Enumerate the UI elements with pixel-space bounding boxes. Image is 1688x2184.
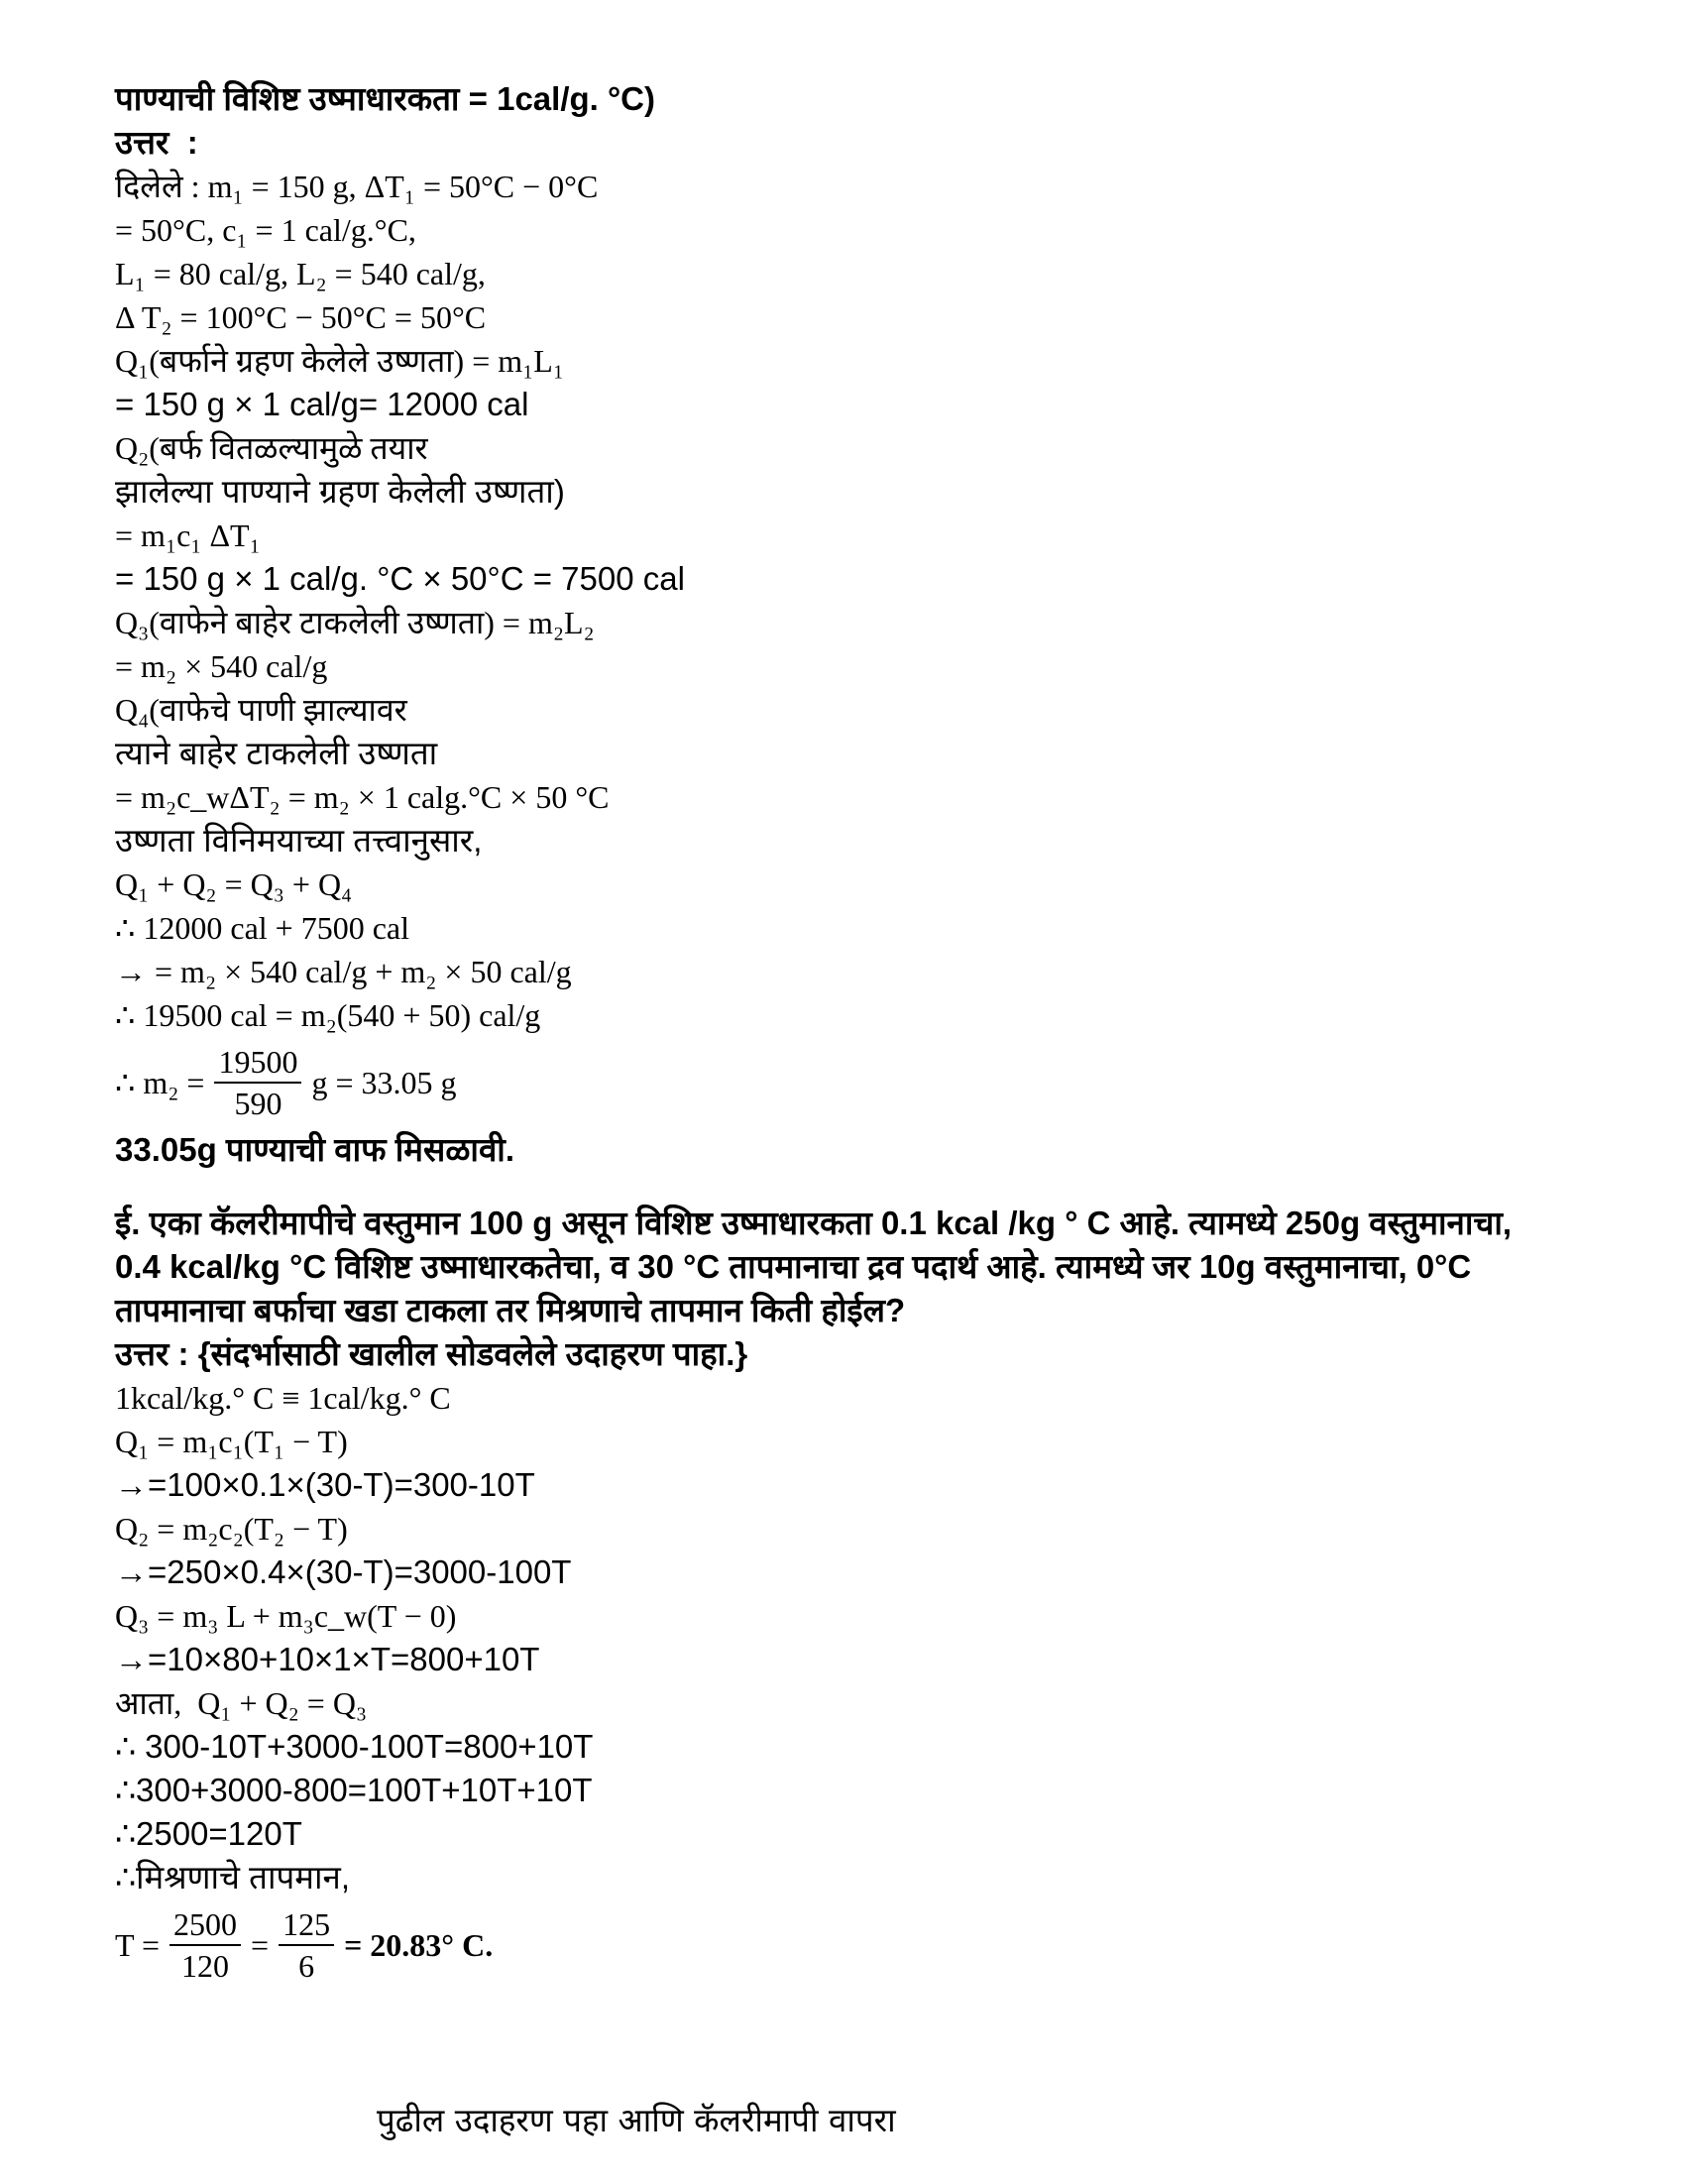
solution-line: Q₁(बर्फाने ग्रहण केलेले उष्णता) = m₁L₁ (115, 343, 565, 379)
fraction-numerator: 125 (279, 1904, 334, 1946)
solution-line: Q₄(वाफेचे पाणी झाल्यावर (115, 692, 407, 728)
solution-line: Q₃(वाफेने बाहेर टाकलेली उष्णता) = m₂L₂ (115, 605, 595, 640)
solution-line: उष्णता विनिमयाच्या तत्त्वानुसार, (115, 822, 483, 859)
fraction (169, 1904, 241, 1986)
solution-top-lines (115, 77, 1522, 1037)
fraction-prefix: ∴ m₂ = (115, 1065, 205, 1100)
solution-line: = 150 g × 1 cal/g= 12000 cal (115, 386, 529, 422)
question-text: ई. एका कॅलरीमापीचे वस्तुमान 100 g असून विशिष्ट उष्माधारकता 0.1 kcal /kg ° C आहे. त्यामध्ये 250g वस्तुमानाचा, 0.4 kcal/kg °C विशिष्ट उष्माधारकतेचा, व 30 °C तापमानाचा द्रव पदार्थ आहे. त्यामध्ये जर 10g वस्तुमानाचा, 0°C तापमानाचा बर्फाचा खडा टाकला तर मिश्रणाचे तापमान किती होईल? (115, 1205, 1513, 1328)
solution-line: ∴300+3000-800=100T+10T+10T (115, 1772, 593, 1808)
fraction (214, 1042, 301, 1123)
fraction (279, 1904, 334, 1986)
solution-line: Q₁ = m₁c₁(T₁ − T) (115, 1424, 348, 1459)
solution-line: 1kcal/kg.° C ≡ 1cal/kg.° C (115, 1380, 451, 1416)
solution-line: →=10×80+10×1×T=800+10T (115, 1641, 540, 1677)
solution-line: आता, Q₁ + Q₂ = Q₃ (115, 1685, 368, 1721)
solution-line: Q₂ = m₂c₂(T₂ − T) (115, 1511, 348, 1547)
solution-line: ∴ 19500 cal = m₂(540 + 50) cal/g (115, 997, 541, 1033)
solution-line: Q₃ = m₃ L + m₃c_w(T − 0) (115, 1598, 457, 1634)
solution-line: त्याने बाहेर टाकलेली उष्णता (115, 735, 438, 771)
solution-line: = 150 g × 1 cal/g. °C × 50°C = 7500 cal (115, 560, 685, 597)
conclusion-text: 33.05g पाण्याची वाफ मिसळावी. (115, 1131, 515, 1168)
solution-line: Q₂(बर्फ वितळल्यामुळे तयार (115, 430, 428, 466)
question-block (115, 1202, 1522, 1376)
solution-bottom-lines (115, 1376, 1522, 1899)
solution-line: दिलेले : m₁ = 150 g, ΔT₁ = 50°C − 0°C (115, 169, 599, 204)
fraction-result: = 20.83° C. (344, 1926, 494, 1963)
fraction-temperature-row (115, 1899, 1522, 1991)
fraction-numerator: 19500 (214, 1042, 301, 1084)
solution-line: = m₁c₁ ΔT₁ (115, 517, 261, 553)
fraction-prefix: T = (115, 1926, 161, 1963)
solution-line: →=250×0.4×(30-T)=3000-100T (115, 1553, 572, 1590)
fraction-numerator: 2500 (169, 1904, 241, 1946)
fraction-suffix: g = 33.05 g (311, 1064, 457, 1100)
solution-line: = m₂c_wΔT₂ = m₂ × 1 calg.°C × 50 °C (115, 779, 610, 815)
solution-line: = m₂ × 540 cal/g (115, 648, 328, 684)
fraction-m2-row (115, 1037, 1522, 1128)
solution-line: Q₁ + Q₂ = Q₃ + Q₄ (115, 866, 353, 902)
fraction-denominator: 120 (181, 1948, 230, 1984)
solution-line: उत्तर : (115, 124, 198, 161)
equals-sign: = (251, 1926, 270, 1963)
solution-line: ∴मिश्रणाचे तापमान, (115, 1859, 351, 1896)
solution-line: ∴2500=120T (115, 1815, 302, 1852)
solution-line: = 50°C, c₁ = 1 cal/g.°C, (115, 212, 416, 248)
solution-line: Δ T₂ = 100°C − 50°C = 50°C (115, 299, 487, 335)
solution-line: L₁ = 80 cal/g, L₂ = 540 cal/g, (115, 256, 486, 291)
solution-line: → = m₂ × 540 cal/g + m₂ × 50 cal/g (115, 954, 572, 989)
solution-content (115, 77, 1522, 1991)
fraction-denominator: 6 (298, 1948, 315, 1984)
answer-heading: उत्तर : {संदर्भासाठी खालील सोडवलेले उदाहरण पाहा.} (115, 1335, 748, 1372)
fraction-denominator: 590 (234, 1086, 282, 1121)
solution-line: झालेल्या पाण्याने ग्रहण केलेली उष्णता) (115, 473, 565, 510)
solution-line: →=100×0.1×(30-T)=300-10T (115, 1466, 535, 1503)
solution-line: पाण्याची विशिष्ट उष्माधारकता = 1cal/g. °C) (115, 80, 655, 117)
cut-off-line: पुढील उदाहरण पहा आणि कॅलरीमापी वापरा (377, 2101, 896, 2139)
solution-line: ∴ 300-10T+3000-100T=800+10T (115, 1728, 594, 1765)
solution-line: ∴ 12000 cal + 7500 cal (115, 910, 409, 946)
